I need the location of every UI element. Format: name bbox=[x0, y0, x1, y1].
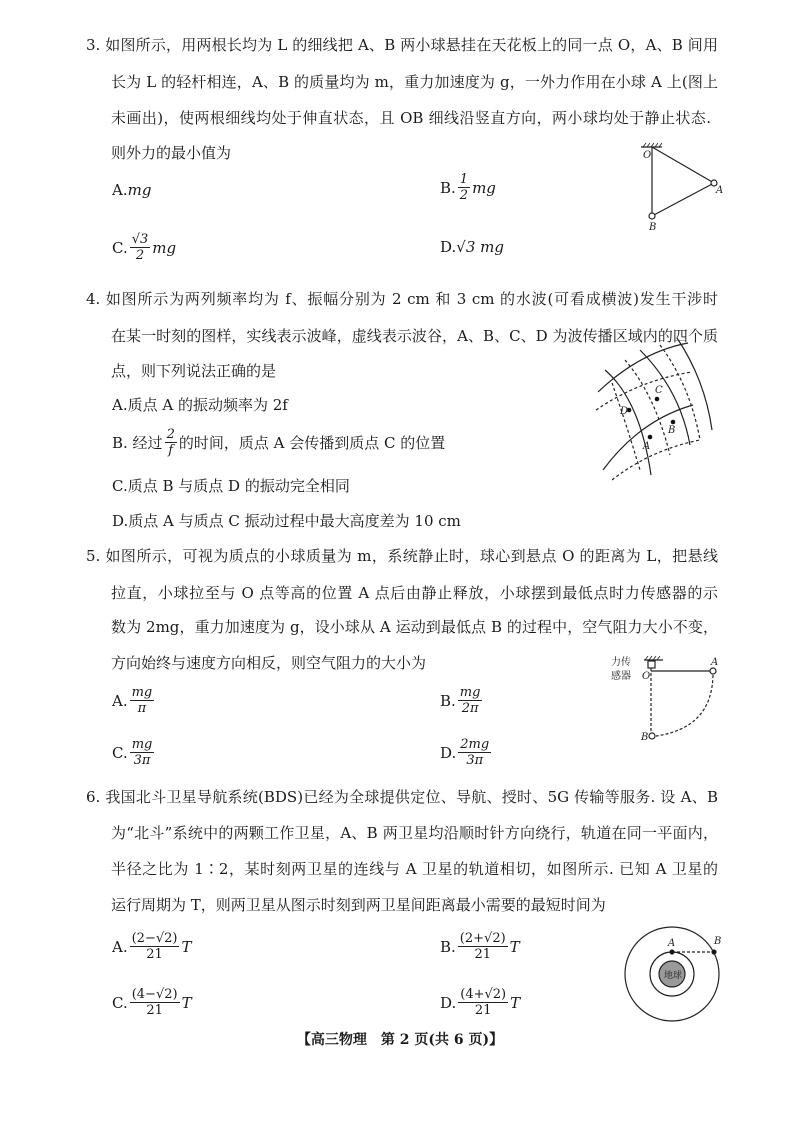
option-label: D. bbox=[440, 993, 457, 1012]
option-suffix: T bbox=[510, 993, 521, 1012]
option-suffix: T bbox=[509, 937, 520, 956]
numerator: (4−√2) bbox=[131, 987, 178, 1002]
option-label: C. bbox=[112, 993, 128, 1012]
label-a: A bbox=[668, 938, 676, 949]
option-c bbox=[112, 737, 156, 768]
question-text-line: 未画出)，使两根细线均处于伸直状态，且 OB 细线沿竖直方向，两小球均处于静止状态. bbox=[111, 109, 711, 127]
denominator: π bbox=[137, 701, 147, 716]
option-value: √3 mg bbox=[456, 238, 504, 256]
label-b: B bbox=[641, 732, 649, 743]
option-suffix: mg bbox=[472, 178, 496, 197]
denominator: 3π bbox=[133, 753, 151, 768]
fraction bbox=[130, 987, 180, 1018]
numerator: 2mg bbox=[460, 737, 490, 752]
figure-q4-interference bbox=[596, 338, 712, 480]
option-d bbox=[440, 987, 520, 1018]
denominator: 21 bbox=[146, 947, 163, 962]
numerator: (4+√2) bbox=[460, 987, 507, 1002]
figure-q3-triangle bbox=[641, 143, 717, 219]
denominator: 2 bbox=[459, 188, 469, 203]
option-label: A. bbox=[112, 181, 128, 199]
fraction bbox=[130, 737, 155, 768]
fraction bbox=[458, 931, 508, 962]
numerator: 1 bbox=[459, 172, 469, 187]
option-label: C. bbox=[112, 743, 128, 762]
label-b: B bbox=[668, 425, 676, 436]
option-label: A. bbox=[112, 691, 128, 710]
question-text-line: 为“北斗”系统中的两颗工作卫星，A、B 两卫星均沿顺时针方向绕行，轨道在同一平面内， bbox=[111, 824, 718, 842]
numerator: mg bbox=[131, 685, 153, 700]
option-c bbox=[112, 477, 350, 495]
sensor-label-line1: 力传 bbox=[611, 657, 631, 668]
fraction bbox=[458, 685, 483, 716]
option-label: D. bbox=[440, 743, 457, 762]
option-b bbox=[440, 931, 520, 962]
page-footer: 【高三物理 第 2 页(共 6 页)】 bbox=[296, 1032, 504, 1048]
denominator: 21 bbox=[474, 1003, 492, 1018]
denominator: 21 bbox=[146, 1003, 163, 1018]
option-suffix: T bbox=[181, 993, 192, 1012]
option-a bbox=[112, 396, 288, 414]
fraction bbox=[130, 931, 180, 962]
option-suffix: 的时间，质点 A 会传播到质点 C 的位置 bbox=[178, 433, 446, 452]
option-label: A. bbox=[112, 937, 128, 956]
fraction bbox=[130, 685, 155, 716]
option-value: 质点 B 与质点 D 的振动完全相同 bbox=[127, 477, 350, 495]
fraction bbox=[165, 427, 177, 458]
option-value: 质点 A 与质点 C 振动过程中最大高度差为 10 cm bbox=[128, 512, 461, 530]
question-text-line: 长为 L 的轻杆相连，A、B 的质量均为 m，重力加速度为 g，一外力作用在小球 A 上(图上 bbox=[111, 73, 718, 91]
option-label: B. 经过 bbox=[112, 433, 163, 452]
option-d bbox=[112, 512, 461, 530]
option-suffix: mg bbox=[152, 238, 177, 257]
question-text-line: 方向始终与速度方向相反，则空气阻力的大小为 bbox=[111, 654, 427, 672]
denominator: 3π bbox=[466, 753, 484, 768]
label-b: B bbox=[714, 936, 722, 947]
option-label: C. bbox=[112, 238, 128, 257]
option-d bbox=[440, 737, 493, 768]
question-text-line: 6. 我国北斗卫星导航系统(BDS)已经为全球提供定位、导航、授时、5G 传输等服务. 设 A、B bbox=[86, 788, 718, 806]
denominator: 2π bbox=[461, 701, 479, 716]
option-b bbox=[440, 685, 484, 716]
option-value: 质点 A 的振动频率为 2f bbox=[127, 396, 288, 414]
label-a: A bbox=[711, 657, 719, 668]
label-a: A bbox=[643, 441, 651, 452]
option-suffix: T bbox=[181, 937, 192, 956]
option-label: B. bbox=[440, 937, 456, 956]
option-label: D. bbox=[440, 238, 457, 256]
question-text-line: 5. 如图所示，可视为质点的小球质量为 m，系统静止时，球心到悬点 O 的距离为 L，把悬线 bbox=[86, 547, 718, 565]
option-label: B. bbox=[440, 178, 456, 197]
denominator: 21 bbox=[474, 947, 491, 962]
question-text-line: 在某一时刻的图样，实线表示波峰，虚线表示波谷，A、B、C、D 为波传播区域内的四个质 bbox=[111, 327, 718, 345]
option-label: C. bbox=[112, 477, 128, 495]
question-text-line: 运行周期为 T，则两卫星从图示时刻到两卫星间距离最小需要的最短时间为 bbox=[111, 896, 606, 914]
option-b bbox=[112, 427, 445, 458]
numerator: (2−√2) bbox=[131, 931, 178, 946]
numerator: (2+√2) bbox=[459, 931, 506, 946]
denominator: 2 bbox=[135, 248, 145, 263]
fraction bbox=[458, 987, 508, 1018]
question-text-line: 3. 如图所示，用两根长均为 L 的细线把 A、B 两小球悬挂在天花板上的同一点 O，A、B 间用 bbox=[86, 36, 718, 54]
label-o: O bbox=[643, 150, 652, 161]
question-text-line: 点，则下列说法正确的是 bbox=[111, 362, 277, 380]
numerator: mg bbox=[459, 685, 481, 700]
numerator: √3 bbox=[131, 232, 149, 247]
question-text-line: 半径之比为 1∶2，某时刻两卫星的连线与 A 卫星的轨道相切，如图所示. 已知 A 卫星的 bbox=[111, 860, 718, 878]
label-o: O bbox=[642, 671, 651, 682]
label-a: A bbox=[716, 185, 724, 196]
option-label: D. bbox=[112, 512, 129, 530]
option-label: A. bbox=[112, 396, 128, 414]
question-text-line: 拉直，小球拉至与 O 点等高的位置 A 点后由静止释放，小球摆到最低点时力传感器的示 bbox=[111, 584, 718, 602]
option-label: B. bbox=[440, 691, 456, 710]
earth-label: 地球 bbox=[664, 971, 683, 981]
label-d: D bbox=[620, 406, 629, 417]
question-text-line: 数为 2mg，重力加速度为 g，设小球从 A 运动到最低点 B 的过程中，空气阻力大小不变， bbox=[111, 618, 718, 636]
numerator: mg bbox=[131, 737, 153, 752]
label-b: B bbox=[649, 222, 657, 233]
option-a bbox=[112, 931, 192, 962]
label-c: C bbox=[655, 385, 663, 396]
question-text-line: 4. 如图所示为两列频率均为 f、振幅分别为 2 cm 和 3 cm 的水波(可看成横波)发生干涉时 bbox=[86, 290, 718, 308]
option-value: mg bbox=[127, 181, 152, 199]
fraction bbox=[458, 737, 491, 768]
question-text-line: 则外力的最小值为 bbox=[111, 144, 232, 162]
option-a bbox=[112, 685, 156, 716]
option-c bbox=[112, 987, 192, 1018]
numerator: 2 bbox=[166, 427, 175, 442]
sensor-label-line2: 感器 bbox=[611, 671, 631, 682]
denominator: f bbox=[168, 443, 174, 458]
